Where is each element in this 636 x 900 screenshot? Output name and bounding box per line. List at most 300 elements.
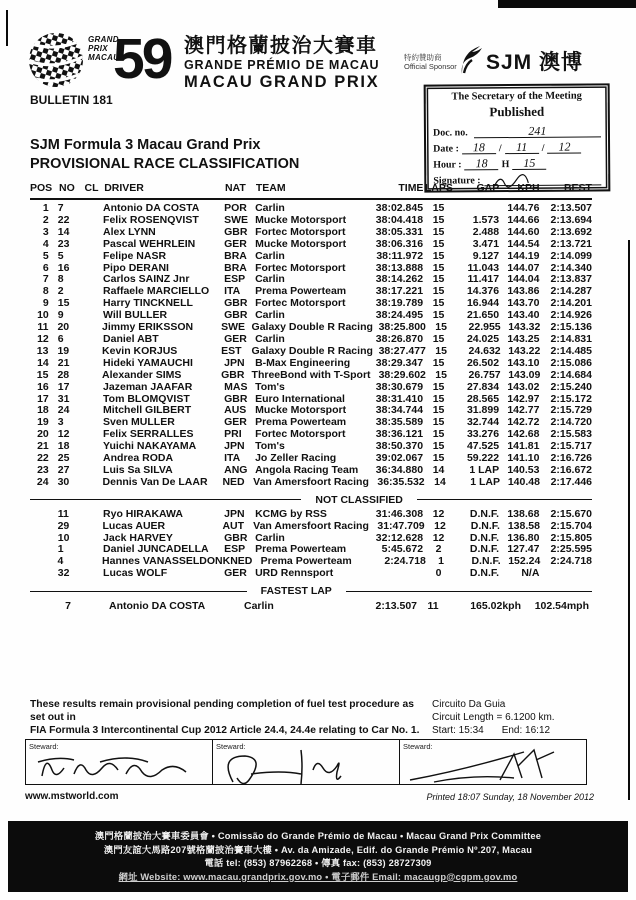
cell-team: Prema Powerteam [255, 416, 347, 429]
cell-driver: Antonio DA COSTA [103, 202, 200, 214]
cell-cl [79, 429, 103, 441]
cell-kph: 141.81 [507, 440, 540, 453]
cell-pos: 2 [42, 213, 49, 226]
cell-kph: 143.32 [508, 321, 541, 334]
scan-artifact-top [498, 0, 636, 8]
cell-nat: BRA [224, 261, 247, 274]
cell-time: 38:36.121 [375, 428, 424, 441]
cell-team: Euro International [255, 392, 345, 405]
cell-time: 5:45.672 [381, 543, 424, 556]
cell-cl [79, 251, 103, 263]
cell-gap-header: GAP [476, 182, 500, 194]
cell-laps: 15 [432, 404, 445, 417]
timing-website: www.mstworld.com [25, 791, 119, 802]
cell-no: 17 [57, 380, 70, 393]
cell-best: 2:14.831 [550, 332, 592, 345]
table-row [30, 370, 592, 382]
cell-laps: 15 [432, 213, 445, 226]
scan-artifact-right [628, 240, 630, 800]
cell-kph: 152.24 [508, 555, 541, 568]
cell-nat: GER [224, 567, 247, 580]
cell-team: Mucke Motorsport [255, 404, 347, 417]
cell-no: 6 [57, 332, 64, 345]
cell-best: 2:15.086 [550, 356, 592, 369]
cell-time: 38:04.418 [375, 213, 424, 226]
cell-pos: 7 [42, 273, 49, 286]
cell-time-header: TIME [398, 182, 424, 194]
divider-line [417, 499, 592, 500]
cell-no: 19 [57, 344, 70, 357]
cell-pos [30, 521, 49, 533]
cell-time: 38:06.316 [375, 237, 424, 250]
cell-kph: 143.86 [507, 285, 540, 298]
cell-laps: 14 [434, 475, 446, 488]
classified-rows [30, 203, 592, 489]
cell-no: 22 [57, 213, 70, 226]
cell-time: 38:26.870 [375, 332, 424, 345]
cell-best: 2:15.240 [550, 380, 592, 393]
committee-name: 澳門格蘭披治大賽車委員會 • Comissão do Grande Prémio de Macau • Macau Grand Prix Committee [94, 831, 542, 841]
cell-time: 36:34.880 [375, 463, 424, 476]
cell-nat: JPN [224, 440, 245, 453]
cell-team: ThreeBond with T-Sport [251, 368, 371, 381]
cell-best: 2:15.717 [550, 440, 592, 453]
document-title [30, 136, 299, 174]
steward-box-1 [26, 740, 213, 784]
cell-laps: 14 [432, 463, 445, 476]
cell-no: 3 [57, 416, 64, 429]
cell-laps: 15 [432, 440, 445, 453]
cell-kph: 127.47 [507, 543, 540, 556]
cell-kph: 143.25 [507, 332, 540, 345]
cell-no: 25 [57, 452, 70, 465]
stamp-date-month: 11 [505, 142, 539, 154]
macau-gp-checkered-logo-icon [28, 32, 88, 93]
cell-best: 2:15.136 [550, 321, 592, 334]
cell-gap: D.N.F. [469, 567, 500, 580]
stamp-title: The Secretary of the Meeting [451, 90, 582, 103]
cell-no: 28 [57, 368, 70, 381]
stamp-date-year: 12 [547, 142, 581, 154]
cell-best: 2:16.672 [550, 463, 592, 476]
cell-kph: 142.77 [507, 404, 540, 417]
cell-pos: 6 [42, 261, 49, 274]
cell-driver: Andrea RODA [103, 452, 174, 465]
cell-gap: 27.834 [466, 380, 500, 393]
circuit-info [432, 698, 555, 737]
cell-best: 2:14.340 [550, 261, 592, 274]
circuit-length: Circuit Length = 6.1200 km. [432, 712, 555, 723]
cell-laps: 0 [435, 567, 442, 580]
cell-time: 38:30.679 [375, 380, 424, 393]
cell-nat: JPN [224, 507, 245, 520]
cell-gap: D.N.F. [469, 531, 500, 544]
cell-laps: 15 [432, 202, 445, 214]
cell-cl [79, 286, 103, 298]
cell-pos: 17 [37, 392, 49, 405]
cell-gap: 3.471 [472, 237, 500, 250]
cell-laps: 15 [432, 261, 445, 274]
cell-pos: 20 [37, 428, 49, 441]
fastest-lap-lap-no: 11 [427, 600, 439, 613]
cell-no: 31 [57, 392, 70, 405]
cell-no: 12 [57, 428, 70, 441]
cell-driver: Lucas AUER [102, 519, 166, 532]
table-row [30, 346, 592, 358]
cell-gap: 24.632 [468, 344, 501, 357]
cell-gap: 1 LAP [470, 475, 500, 488]
cell-no: 21 [57, 356, 70, 369]
cell-team: Galaxy Double R Racing [251, 344, 373, 357]
cell-driver: Jimmy ERIKSSON [102, 321, 194, 334]
sjm-bird-icon [458, 46, 484, 76]
cell-best: 2:15.670 [550, 507, 592, 520]
cell-nat: BRA [224, 249, 247, 262]
cell-kph: 144.60 [507, 225, 540, 238]
fastest-lap-kph: 165.02kph [470, 600, 521, 613]
cell-best: 2:13.721 [550, 237, 592, 250]
document-title-line2: PROVISIONAL RACE CLASSIFICATION [30, 156, 300, 172]
cell-time: 38:25.800 [378, 321, 426, 334]
cell-laps: 15 [432, 297, 445, 310]
divider-line [30, 591, 247, 592]
cell-kph: 143.02 [507, 380, 540, 393]
cell-time: 39:02.067 [375, 452, 424, 465]
cell-best: 2:17.446 [550, 475, 593, 488]
circuit-name: Circuito Da Guia [432, 699, 506, 710]
cell-driver: Luis Sa SILVA [103, 463, 173, 476]
cell-no: 32 [57, 567, 70, 580]
cell-kph: N/A [521, 567, 540, 580]
committee-footer-band [8, 821, 628, 892]
logo-wordmark: GRAND PRIX MACAU [88, 35, 120, 62]
cell-gap: 31.899 [466, 404, 500, 417]
cell-best: 2:14.287 [550, 285, 592, 298]
cell-kph: 144.76 [507, 202, 540, 214]
steward-label: Steward: [29, 742, 59, 751]
cell-best: 2:15.729 [550, 404, 592, 417]
bulletin-number: BULLETIN 181 [30, 93, 113, 107]
cell-kph: 143.09 [508, 368, 541, 381]
cell-kph: 136.80 [507, 531, 540, 544]
cell-cl [79, 394, 103, 406]
stamp-doc-no: Doc. no. 241 [433, 125, 601, 138]
cell-nat-header: NAT [224, 182, 246, 194]
cell-nat: MAS [224, 380, 248, 393]
cell-best: 2:24.718 [550, 555, 592, 568]
fastest-lap-time: 2:13.507 [375, 600, 417, 613]
cell-cl [79, 274, 103, 286]
cell-driver: Ryo HIRAKAWA [103, 507, 183, 520]
cell-no: 23 [57, 237, 70, 250]
cell-laps: 15 [432, 273, 445, 286]
cell-gap: 59.222 [466, 452, 500, 465]
cell-best-header: BEST [563, 182, 592, 194]
cell-driver: Hannes VANASSELDONK [102, 555, 231, 568]
cell-no: 30 [57, 475, 70, 488]
table-row [30, 521, 592, 533]
event-title-block [184, 34, 379, 92]
cell-gap: 26.502 [466, 356, 500, 369]
stamp-hour: Hour : 18 H 15 [433, 157, 601, 170]
table-header-row [30, 182, 592, 200]
cell-driver: Tom BLOMQVIST [103, 392, 190, 405]
cell-no: 8 [57, 273, 64, 286]
cell-driver: Jack HARVEY [103, 531, 173, 544]
scan-artifact-left [6, 10, 8, 46]
cell-cl [79, 533, 103, 545]
cell-no: 7 [57, 202, 64, 214]
cell-laps: 12 [432, 531, 445, 544]
cell-nat: GBR [224, 309, 248, 322]
cell-cl [79, 405, 103, 417]
table-row [30, 227, 592, 239]
cell-driver: Alex LYNN [103, 225, 156, 238]
cell-gap: 26.757 [468, 368, 501, 381]
cell-kph: 144.66 [507, 213, 540, 226]
fastest-lap-car-no: 7 [65, 600, 71, 613]
cell-cl [79, 227, 103, 239]
cell-team: Tom's [255, 380, 285, 393]
cell-nat: POR [224, 202, 247, 214]
cell-laps: 15 [432, 332, 445, 345]
cell-driver-header: DRIVER [104, 182, 144, 194]
cell-team: Mucke Motorsport [255, 213, 347, 226]
cell-driver: Yuichi NAKAYAMA [103, 440, 197, 453]
cell-time: 38:05.331 [375, 225, 424, 238]
cell-team: Carlin [255, 273, 285, 286]
cell-cl [79, 310, 103, 322]
cell-laps: 15 [432, 225, 445, 238]
cell-nat: GBR [224, 392, 248, 405]
cell-nat: GBR [224, 297, 248, 310]
cell-best: 2:13.692 [550, 225, 592, 238]
steward-label: Steward: [403, 742, 433, 751]
table-row [30, 568, 592, 580]
cell-cl [79, 441, 103, 453]
cell-no: 1 [57, 543, 64, 556]
cell-no: 20 [57, 321, 70, 334]
cell-team: Van Amersfoort Racing [253, 475, 369, 488]
cell-team: Fortec Motorsport [255, 225, 346, 238]
cell-driver: Felix SERRALLES [103, 428, 194, 441]
cell-time: 38:11.972 [376, 249, 424, 262]
cell-gap: 22.955 [468, 321, 501, 334]
cell-pos: 10 [37, 309, 49, 322]
stamp-hour-value: 18 [465, 158, 499, 170]
sjm-logo [458, 46, 583, 76]
classification-table [30, 182, 592, 613]
cell-laps: 12 [432, 507, 445, 520]
cell-no: 5 [57, 249, 64, 262]
cell-no: 9 [57, 309, 64, 322]
cell-kph: 141.10 [507, 452, 540, 465]
cell-driver: Raffaele MARCIELLO [103, 285, 210, 298]
cell-time: 31:46.308 [375, 507, 424, 520]
cell-pos: 3 [42, 225, 49, 238]
steward-box-3 [400, 740, 586, 784]
table-row [30, 358, 592, 370]
printed-timestamp: Printed 18:07 Sunday, 18 November 2012 [426, 792, 594, 802]
cell-no: 10 [57, 531, 70, 544]
committee-website-email: 網址 Website: www.macau.grandprix.gov.mo • 電子郵件 Email: macaugp@cgpm.gov.mo [118, 871, 518, 882]
cell-pos: 15 [36, 368, 49, 381]
cell-laps: 15 [432, 249, 445, 262]
cell-pos: 9 [42, 297, 49, 310]
cell-laps: 15 [432, 380, 445, 393]
cell-pos [30, 509, 49, 521]
steward-box-2 [213, 740, 400, 784]
cell-cl [79, 417, 103, 429]
fastest-lap-driver: Antonio DA COSTA [109, 600, 206, 613]
cell-gap: 21.650 [466, 309, 500, 322]
cell-kph: 140.53 [507, 463, 540, 476]
cell-nat: GBR [224, 225, 248, 238]
cell-time: 31:47.709 [377, 519, 425, 532]
cell-driver: Harry TINCKNELL [103, 297, 193, 310]
cell-kph: 144.19 [507, 249, 540, 262]
cell-nat: ITA [224, 285, 241, 298]
cell-driver: Alexander SIMS [102, 368, 182, 381]
cell-kph: 144.54 [507, 237, 540, 250]
cell-best: 2:25.595 [550, 543, 592, 556]
cell-nat: PRI [224, 428, 242, 441]
cell-team: Prema Powerteam [260, 555, 352, 568]
fastest-lap-row [30, 600, 592, 613]
cell-team-header: TEAM [255, 182, 286, 194]
cell-cl [79, 263, 103, 275]
cell-cl [79, 556, 102, 568]
cell-driver: Jazeman JAAFAR [103, 380, 193, 393]
cell-gap: 1.573 [472, 213, 500, 226]
cell-cl [79, 298, 103, 310]
cell-gap: 28.565 [466, 392, 500, 405]
cell-team: Mucke Motorsport [255, 237, 347, 250]
cell-team: Prema Powerteam [255, 543, 347, 556]
table-row [30, 251, 592, 263]
cell-nat: GER [224, 332, 247, 345]
cell-nat: JPN [224, 356, 245, 369]
cell-team: Fortec Motorsport [255, 428, 346, 441]
cell-pos: 14 [37, 356, 49, 369]
cell-nat: GBR [224, 531, 248, 544]
divider-line [30, 499, 301, 500]
table-row [30, 477, 592, 489]
cell-driver: Hideki YAMAUCHI [103, 356, 193, 369]
stamp-date: Date : 18 / 11 / 12 [433, 141, 601, 154]
cell-time: 32:12.628 [375, 531, 424, 544]
stamp-signature: Signature : [433, 173, 601, 186]
cell-no: 24 [57, 404, 70, 417]
cell-nat: ITA [224, 452, 241, 465]
cell-laps: 15 [432, 356, 445, 369]
cell-team: Galaxy Double R Racing [251, 321, 373, 334]
cell-pos: 1 [42, 202, 49, 214]
cell-no: 14 [57, 225, 70, 238]
cell-kph: 142.68 [507, 428, 540, 441]
cell-cl [79, 544, 103, 556]
cell-best: 2:15.583 [550, 428, 592, 441]
cell-cl [79, 382, 103, 394]
cell-cl-header: CL [84, 182, 99, 194]
cell-no: 29 [57, 519, 70, 532]
cell-cl [79, 334, 103, 346]
cell-team: Fortec Motorsport [255, 297, 346, 310]
cell-cl [79, 358, 103, 370]
cell-gap: D.N.F. [470, 519, 500, 532]
cell-kph: 138.58 [507, 519, 540, 532]
cell-driver: Will BULLER [103, 309, 168, 322]
event-title-english: MACAU GRAND PRIX [184, 73, 380, 91]
cell-best: 2:15.805 [550, 531, 592, 544]
provisional-note: These results remain provisional pending completion of fuel test procedure as set out in FIA Formula 3 Intercontinental Cup 2012 Article 24.4, 24.4e relating to Car No. 1. [30, 699, 420, 736]
cell-best: 2:14.099 [550, 249, 592, 262]
cell-cl [79, 239, 103, 251]
cell-best: 2:13.837 [550, 273, 592, 286]
cell-gap: D.N.F. [469, 543, 500, 556]
cell-team: Jo Zeller Racing [255, 452, 337, 465]
cell-no: 15 [57, 297, 70, 310]
cell-driver: Daniel JUNCADELLA [103, 543, 209, 556]
cell-driver: Mitchell GILBERT [103, 404, 192, 417]
fastest-lap-label: FASTEST LAP [260, 585, 332, 598]
cell-best: 2:14.720 [550, 416, 592, 429]
cell-gap: D.N.F. [471, 555, 501, 568]
cell-pos [30, 533, 49, 545]
cell-no: 18 [57, 440, 70, 453]
cell-driver: Pipo DERANI [103, 261, 169, 274]
cell-cl [79, 370, 102, 382]
cell-nat: AUS [224, 404, 247, 417]
committee-address: 澳門友誼大馬路207號格蘭披治賽車大樓 • Av. da Amizade, Edif. do Grande Prémio Nº.207, Macau [103, 844, 533, 855]
cell-no: 16 [57, 261, 70, 274]
cell-time: 38:50.370 [375, 440, 424, 453]
cell-time: 38:19.789 [375, 297, 424, 310]
cell-laps: 12 [434, 519, 446, 532]
cell-pos: 19 [37, 416, 49, 429]
secretary-stamp [424, 83, 611, 192]
cell-time: 38:29.602 [378, 368, 426, 381]
stamp-doc-no-value: 241 [474, 125, 601, 138]
cell-team: Fortec Motorsport [255, 261, 346, 274]
cell-driver: Kevin KORJUS [102, 344, 178, 357]
cell-team: Van Amersfoort Racing [253, 519, 369, 532]
cell-driver: Felix ROSENQVIST [103, 213, 199, 226]
cell-nat: SWE [221, 321, 245, 334]
cell-time: 2:24.718 [384, 555, 426, 568]
cell-team: URD Rennsport [255, 567, 334, 580]
cell-kph-header: KPH [517, 182, 540, 194]
cell-cl [79, 521, 103, 533]
cell-nat: GBR [221, 368, 245, 381]
cell-best: 2:13.694 [550, 213, 592, 226]
cell-best: 2:13.507 [550, 202, 592, 214]
cell-nat: AUT [222, 519, 245, 532]
cell-team: Carlin [255, 249, 285, 262]
cell-team: Carlin [255, 309, 285, 322]
cell-team: Carlin [255, 202, 285, 214]
table-row [30, 509, 592, 521]
cell-cl [79, 509, 103, 521]
cell-pos: 24 [36, 475, 49, 488]
cell-pos: 16 [37, 380, 49, 393]
cell-driver: Carlos SAINZ Jnr [103, 273, 190, 286]
cell-laps: 15 [432, 237, 445, 250]
cell-nat: ANG [224, 463, 248, 476]
cell-gap: 2.488 [472, 225, 500, 238]
cell-gap: 24.025 [466, 332, 500, 345]
cell-laps: 15 [432, 452, 445, 465]
